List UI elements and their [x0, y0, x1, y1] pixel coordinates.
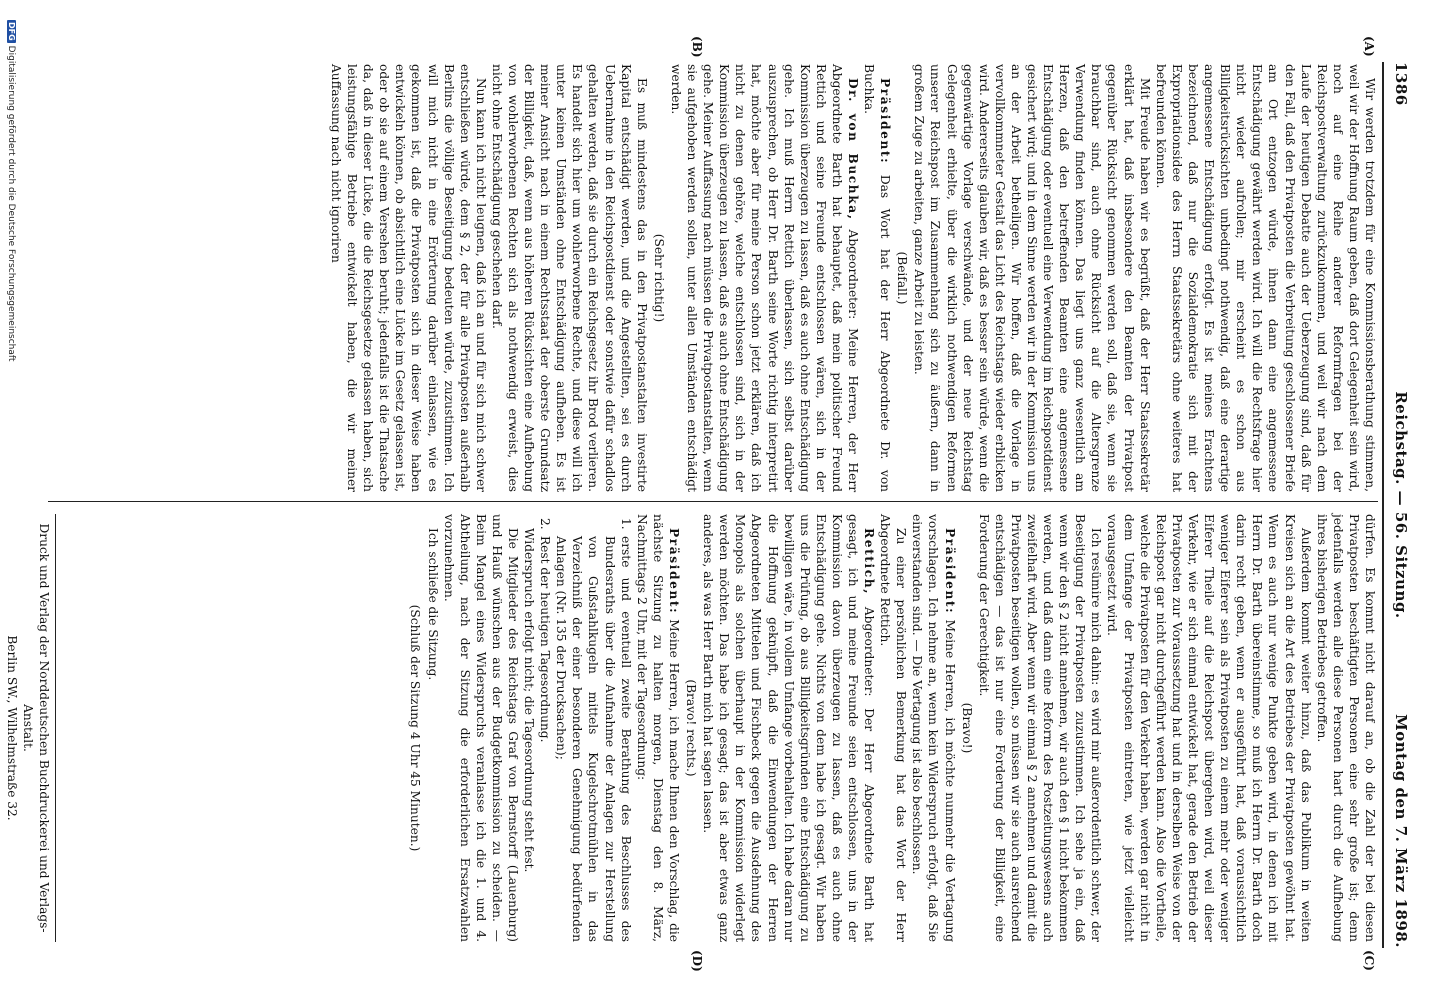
- speech-text: Der Herr Abgeordnete Barth hat gesagt, ich und meine Freunde seien entschlossen, uns in der Kommission davon überzeugen zu lassen, daß es auch ohne Entschädigung gehe. Nichts von dem habe ich gesagt. Wir haben uns die Prüfung, ob aus Billigkeitsgründen eine Entschädigung zu bewilligen wäre, in vollem Umfange vorbehalten. Ich habe daran nur die Hoffnung geknüpft, daß die Einwendungen der Herren Abgeordneten Mittelen und Fischbeck gegen die Ausdehnung des Monopols als solchen überhaupt in der Kommission widerlegt werden möchten. Das habe ich gesagt; das ist aber etwas ganz anderes, als was Herr Barth mich hat sagen lassen.: [701, 514, 877, 943]
- printer-address: Berlin SW., Wilhelmstraße 32.: [5, 635, 19, 821]
- speaker-paragraph: [668, 64, 861, 492]
- speech-text: Meine Herren, ich mache Ihnen den Vorschlag, die nächste Sitzung zu halten morgen, Dienstag den 8. März, Nachmittags 2 Uhr, mit der Tagesordnung:: [634, 514, 681, 943]
- digitization-text: Digitalisierung gefördert durch die Deutsche Forschungsgemeinschaft: [6, 45, 16, 362]
- speaker-paragraph: [700, 514, 877, 942]
- interjection: (Beifall.): [895, 251, 910, 305]
- list-item: [537, 514, 553, 942]
- right-column: [406, 514, 1378, 942]
- dfg-logo: DFG: [7, 22, 16, 41]
- speech-text: Meine Herren, ich möchte nunmehr die Vertagung vorschlagen. Ich nehme an, wenn kein Widerspruch erfolgt, daß Sie einverstanden sind. — Die Vertagung ist also beschlossen.: [910, 514, 957, 943]
- interjection: (Sehr richtig!): [651, 233, 666, 323]
- page-header: [1386, 62, 1412, 948]
- item-number: 1.: [618, 518, 633, 530]
- speaker-label: Präsident:: [666, 528, 681, 615]
- speaker-label: Präsident:: [878, 78, 893, 165]
- header-rule: [1382, 62, 1384, 948]
- paragraph: Nun kann ich nicht leugnen, daß ich an und für sich mich schwer entschließen würde, dem § 2, der für alle Privatposten außerhalb Berlins die völlige Beseitigung bedeuten würde, zuzustimmen. Ich will mich nicht in eine Erörterung darüber einlassen, wie es gekommen ist, daß die Privatposten sich in dieser Weise haben entwickeln können, ob absichtlich eine Lücke im Gesetz gelassen ist, oder ob sie auf einem Versehen beruht; jedenfalls ist die Thatsache da, daß in dieser Lücke, die die Reichsgesetze gelassen haben, sich leistungsfähige Betriebe entwickelt haben, die wir meiner Auffassung nach nicht ignoriren: [329, 64, 488, 492]
- speech-text: Das Wort hat der Herr Abgeordnete Dr. von Buchka.: [862, 64, 893, 493]
- speaker-paragraph: [634, 514, 682, 942]
- speech-text: Meine Herren, der Herr Abgeordnete Barth hat behauptet, daß mein politischer Freund Rettich und seine Freunde entschlossen wären, sich in der Kommission überzeugen zu lassen, daß es auch ohne Entschädigung gehe. Ich muß Herrn Rettich überlassen, sich selbst darüber auszusprechen, ob Herr Dr. Barth seine Worte richtig interpretirt hat, möchte aber für meine Person schon jetzt erklären, daß ich nicht zu denen gehöre, welche entschlossen sind, sich in der Kommission überzeugen zu lassen, daß es auch ohne Entschädigung gehe. Meiner Auffassung nach müssen die Privatpostanstalten, wenn sie aufgehoben werden sollen, unter allen Umständen entschädigt werden.: [668, 64, 860, 493]
- page-number: 1386: [1392, 62, 1410, 106]
- item-number: 2.: [538, 518, 553, 530]
- item-text: Rest der heutigen Tagesordnung.: [538, 536, 553, 743]
- digitization-note: [6, 20, 16, 920]
- item-text: erste und eventuell zweite Berathung des Beschlusses des Bundesraths über die Aufnahme der Anlagen zur Herstellung von Gußstahlkugeln mittels Kugelschrotmühlen in das Verzeichniß der einer besonderen Genehmigung bedürfenden Anlagen (Nr. 135 der Drucksachen);: [554, 536, 633, 942]
- agenda-list: [537, 514, 634, 942]
- speaker-name: Dr. von Buchka,: [846, 78, 860, 221]
- speaker-role: Abgeordneter:: [846, 229, 860, 320]
- session-date: Montag den 7. März 1898.: [1392, 714, 1410, 948]
- speaker-paragraph: [909, 514, 957, 942]
- paragraph: Wir werden trotzdem für eine Kommissionsberathung stimmen, weil wir der Hoffnung Raum geben, daß dort Gelegenheit sein wird, noch auf eine Reihe anderer Reformfragen bei der Reichspostverwaltung zurückzukommen, und weil wir nach dem Laufe der heutigen Debatte auch der Ueberzeugung sind, daß für den Fall, daß den Privatposten die Verbreitung geschlossener Briefe am Ort entzogen würde, ihnen dann eine angemessene Entschädigung gewährt werden wird. Ich will die Rechtsfrage hier nicht wieder aufrollen; mir erscheint es schon aus Billigkeitsrücksichten unbedingt nothwendig, daß eine derartige angemessene Entschädigung erfolgt. Es ist meines Erachtens bezeichnend, daß nur die Sozialdemokratie sich mit der Expropriationsidee des Herrn Staatssekretärs ohne weiteres hat befreunden können.: [1153, 64, 1377, 492]
- speaker-name: Rettich,: [862, 528, 877, 596]
- paragraph: Außerdem kommt weiter hinzu, daß das Publikum in weiten Kreisen sich an die Art des Betriebes der Privatposten gewöhnt hat. Wenn es auch nur wenige Punkte geben wird, in denen ich mit Herrn Dr. Barth übereinstimme, so muß ich Herrn Dr. Barth doch darin recht geben, wenn er ausgeführt hat, daß voraussichtlich weniger Eiferer sein als Privatposten zu einem mehr oder weniger Eiferer Theile auf die Reichspost übergehen wird, weil dieser Verkehr, wie er sich einmal entwickelt hat, gerade den Betrieb der Privatposten zur Voraussetzung hat und in derselben Weise von der Reichspost gar nicht durchgeführt werden kann. Also die Vortheile, welche die Privatposten für den Verkehr haben, werden gar nicht in dem Umfange der Privatposten eintreten, wie jetzt vielleicht vorausgesetzt wird.: [1105, 514, 1313, 942]
- speaker-paragraph: [861, 64, 893, 492]
- printer-line: Druck und Verlag der Norddeutschen Buchdruckerei und Verlags-Anstalt.: [20, 514, 56, 942]
- interjection: (Bravo!): [959, 702, 974, 754]
- paragraph: Es muß mindestens das in den Privatpostanstalten investirte Kapital entschädigt werden, und die Angestellten, sei es durch Uebernahme in den Reichspostdienst oder sonstwie dafür schadlos gehalten werden, daß sie durch ein Reichsgesetz ihr Brod verlieren. Es handelt sich hier um wohlerworbene Rechte, und diese will ich unter keinen Umständen ohne Entschädigung aufheben. Es ist meiner Ansicht nach in einem Rechtsstaat der oberste Grundsatz der Billigkeit, daß, wenn aus höheren Rücksichten eine Aufhebung von wohlerworbenen Rechten sich als nothwendig erweist, dies nicht ohne Entschädigung geschehen darf.: [489, 64, 649, 492]
- paragraph: Ich resümire mich dahin: es wird mir außerordentlich schwer, der Beseitigung der Privatposten zuzustimmen. Ich sehe ja ein, daß wenn wir den § 2 nicht annehmen, wir auch den § 1 nicht bekommen werden, und daß dann eine Reform des Postzeitungswesens auch zweifelhaft wird. Aber wenn wir einmal § 2 annehmen und damit die Privatposten beseitigen wollen, so müssen wir sie auch ausreichend entschädigen — das ist nur eine Forderung der Billigkeit, eine Forderung der Gerechtigkeit.: [976, 514, 1104, 942]
- margin-letter-b: (B): [690, 36, 704, 58]
- paragraph: Ich schließe die Sitzung.: [425, 528, 440, 681]
- paragraph: Widerspruch erfolgt nicht; die Tagesordnung steht fest.: [522, 528, 537, 873]
- speaker-label: Präsident:: [942, 528, 957, 615]
- interjection: (Bravo! rechts.): [684, 679, 699, 777]
- list-item: [553, 514, 633, 942]
- left-column: [328, 64, 1378, 492]
- paragraph: Die Mitglieder des Reichstags Graf von Bernstorff (Lauenburg) und Hauß wünschen aus der Budgetkommission zu scheiden. — Beim Mangel eines Widerspruchs veranlasse ich die 1. und 4. Abtheilung, nach der Sitzung die erforderlichen Ersatzwahlen vorzunehmen.: [441, 514, 521, 942]
- session-end-note: (Schluß der Sitzung 4 Uhr 45 Minuten.): [408, 604, 423, 852]
- paragraph: Mit Freude haben wir es begrüßt, daß der Herr Staatssekretär erklärt hat, daß insbesondere den Beamten der Privatpost gegenüber Rücksicht genommen werden soll, daß sie, wenn sie brauchbar sind, auch ohne Rücksicht auf die Altersgrenze Verwendung finden können. Das liegt uns ganz wesentlich am Herzen, daß den betreffenden Beamten eine angemessene Entschädigung oder eventuell eine Verwendung im Reichspostdienst gesichert wird; und in dem Sinne werden wir in der Kommission uns an der Arbeit betheiligen. Wir hoffen, daß die Vorlage in vervollkommneter Gestalt das Licht des Reichstags wieder erblicken wird. Andererseits glauben wir, daß es besser sein würde, wenn die gegenwärtige Vorlage verschwände, und der neue Reichstag Gelegenheit erhielte, über die wirklich nothwendigen Reformen unserer Reichspost im Zusammenhang sich zu äußern, dann in großem Zuge zu arbeiten, ganze Arbeit zu leisten.: [912, 64, 1152, 492]
- margin-letter-c: (C): [1362, 950, 1376, 971]
- column-divider: [48, 501, 1378, 502]
- margin-letter-d: (D): [690, 950, 704, 972]
- page-title: Reichstag. — 56. Sitzung.: [1392, 391, 1410, 619]
- paragraph: Zu einer persönlichen Bemerkung hat das Wort der Herr Abgeordnete Rettich.: [878, 514, 909, 942]
- margin-letter-a: (A): [1362, 36, 1376, 57]
- paragraph: dürfen. Es kommt nicht darauf an, ob die Zahl der bei diesen Privatposten beschäftigten Personen eine sehr große ist; denn jedenfalls werden alle diese Personen hart durch die Aufhebung ihres bisherigen Betriebes getroffen.: [1314, 514, 1377, 942]
- speaker-role: Abgeordneter:: [862, 606, 877, 697]
